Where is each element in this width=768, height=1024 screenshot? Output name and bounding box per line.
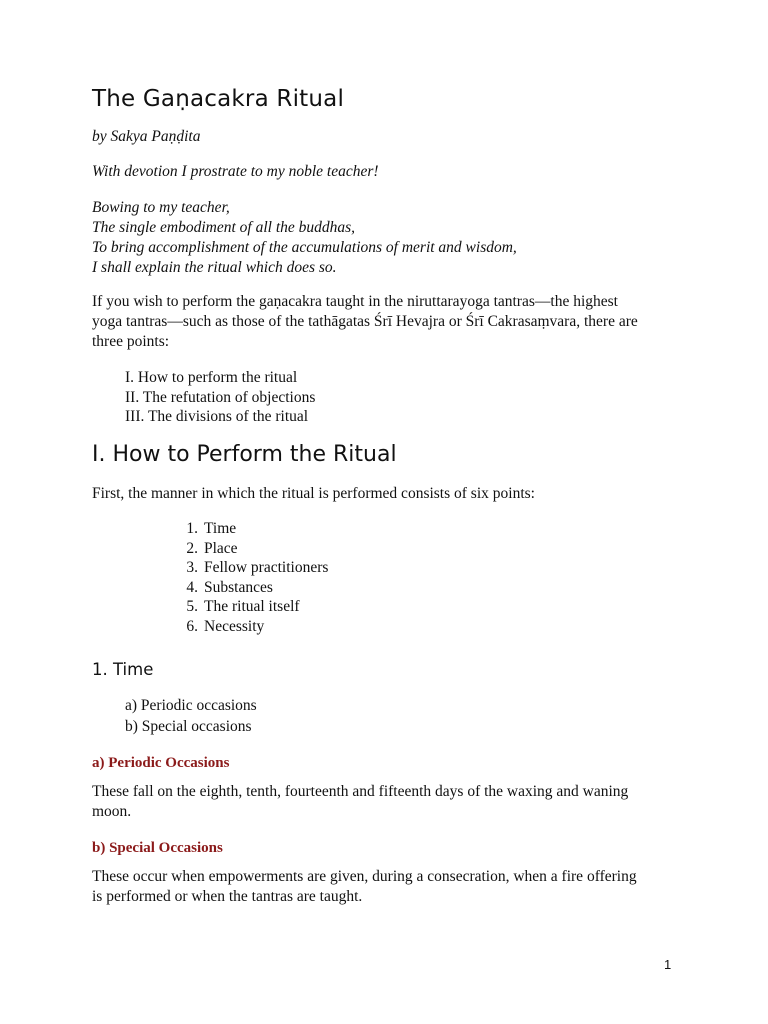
list-item [178, 519, 328, 539]
list-label: Necessity [204, 617, 265, 635]
time-sublist [125, 696, 257, 737]
periodic-occasions-heading: a) Periodic Occasions [92, 755, 230, 771]
list-number: 5. [186, 598, 198, 616]
page-number: 1 [664, 957, 672, 972]
section-intro: First, the manner in which the ritual is performed consists of six points: [92, 485, 535, 502]
list-number: 4. [186, 578, 198, 596]
list-item: a) Periodic occasions [125, 697, 257, 714]
intro-paragraph: If you wish to perform the gaṇacakra taught in the niruttarayoga tantras—the highest yoga tantras—such as those of the tathāgatas Śrī Hevajra or Śrī Cakrasaṃvara, there are three points: [92, 293, 638, 350]
list-number: 3. [186, 559, 198, 577]
list-number: 6. [186, 617, 198, 635]
verse-line: I shall explain the ritual which does so. [92, 259, 337, 276]
document-title: The Gaṇacakra Ritual [92, 86, 345, 112]
subsection-heading: 1. Time [92, 660, 154, 679]
list-item: I. How to perform the ritual [125, 369, 298, 386]
list-label: Substances [204, 578, 273, 596]
list-label: The ritual itself [204, 598, 300, 616]
author-byline: by Sakya Paṇḍita [92, 128, 201, 145]
list-label: Place [204, 539, 238, 557]
verse-line: The single embodiment of all the buddhas, [92, 219, 356, 236]
list-item [178, 539, 328, 559]
list-item [178, 558, 328, 578]
six-points-list [178, 519, 328, 637]
opening-verse [92, 198, 517, 278]
list-item [178, 578, 328, 598]
special-occasions-text: These occur when empowerments are given, during a consecration, when a fire offering is performed or when the tantras are taught. [92, 868, 637, 905]
list-label: Time [204, 520, 237, 537]
list-item: II. The refutation of objections [125, 388, 316, 406]
list-item: III. The divisions of the ritual [125, 408, 309, 425]
periodic-occasions-text: These fall on the eighth, tenth, fourteenth and fifteenth days of the waxing and waning moon. [92, 783, 629, 820]
list-item [178, 597, 328, 617]
verse-line: Bowing to my teacher, [92, 199, 230, 216]
section-heading: I. How to Perform the Ritual [92, 442, 397, 467]
list-label: Fellow practitioners [204, 559, 329, 577]
devotion-line: With devotion I prostrate to my noble teacher! [92, 163, 379, 180]
special-occasions-heading: b) Special Occasions [92, 840, 223, 856]
verse-line: To bring accomplishment of the accumulations of merit and wisdom, [92, 239, 517, 256]
list-number: 2. [186, 539, 198, 557]
list-number: 1. [186, 520, 198, 537]
list-item [178, 617, 328, 637]
three-points-list [125, 368, 315, 427]
list-item: b) Special occasions [125, 717, 252, 735]
